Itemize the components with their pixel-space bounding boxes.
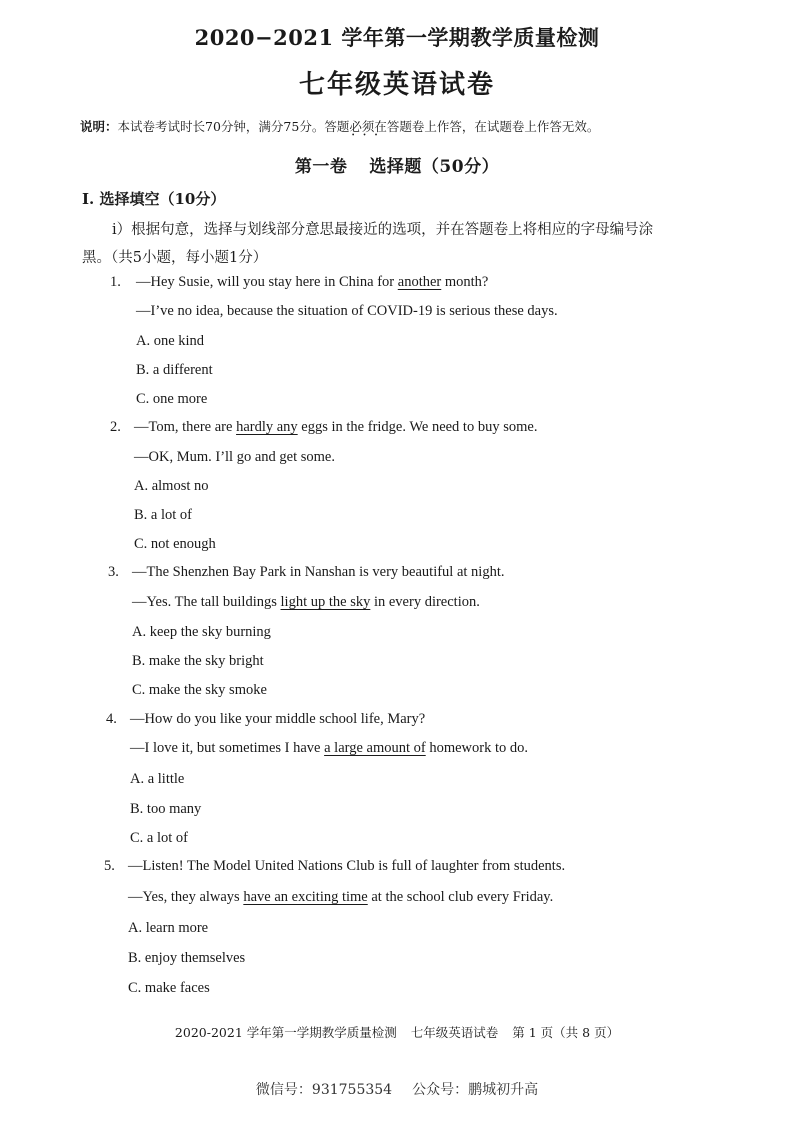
- option-a: A. a little: [130, 771, 185, 787]
- question-prompt: —The Shenzhen Bay Park in Nanshan is very beautiful at night.: [132, 564, 505, 580]
- instructions: [82, 216, 732, 272]
- question-number: 5.: [104, 858, 115, 874]
- instructions-line-1: ⅰ）根据句意，选择与划线部分意思最接近的选项，并在答题卷上将相应的字母编号涂: [112, 222, 654, 238]
- footer-exam: 2020-2021 学年第一学期教学质量检测: [174, 1025, 397, 1040]
- exam-subtitle: 七年级英语试卷: [298, 70, 495, 100]
- question-reply: —I’ve no idea, because the situation of COVID-19 is serious these days.: [136, 303, 558, 319]
- reply-text: at the school club every Friday.: [367, 889, 554, 905]
- footer-page-number: 第 1 页（共 8 页）: [512, 1025, 620, 1040]
- instructions-line-2: 黑。（共5小题，每小题1分）: [82, 250, 268, 266]
- part-name: 第一卷: [294, 157, 348, 177]
- part-heading: [0, 152, 794, 177]
- prompt-text: eggs in the fridge. We need to buy some.: [297, 419, 538, 435]
- exam-title: 2020−2021 学年第一学期教学质量检测: [194, 25, 600, 50]
- watermark-wechat: 微信号：931755354: [255, 1082, 393, 1098]
- page-footer: [0, 1023, 794, 1041]
- question-number: 4.: [106, 711, 117, 727]
- prompt-text: —Hey Susie, will you stay here in China for: [136, 274, 398, 290]
- question-number: 3.: [108, 564, 119, 580]
- underlined-phrase: light up the sky: [280, 594, 371, 610]
- option-b: B. make the sky bright: [132, 653, 264, 669]
- option-a: A. keep the sky burning: [132, 624, 271, 640]
- note-label: 说明：: [80, 119, 118, 134]
- part-title: 选择题（50分）: [369, 157, 500, 177]
- option-b: B. a different: [136, 362, 213, 378]
- prompt-text: —Tom, there are: [134, 419, 237, 435]
- prompt-text: month?: [441, 274, 489, 290]
- option-a: A. learn more: [128, 920, 209, 936]
- section-heading: Ⅰ. 选择填空（10分）: [82, 190, 226, 208]
- option-b: B. a lot of: [134, 507, 192, 523]
- option-c: C. a lot of: [130, 830, 188, 846]
- reply-text: in every direction.: [370, 594, 480, 610]
- footer-paper: 七年级英语试卷: [410, 1025, 499, 1040]
- option-c: C. make faces: [128, 980, 210, 996]
- underlined-phrase: have an exciting time: [243, 889, 368, 905]
- exam-note: [80, 117, 740, 135]
- question-reply: [128, 889, 553, 906]
- question-prompt: —How do you like your middle school life, Mary?: [130, 711, 426, 727]
- option-a: A. almost no: [134, 478, 209, 494]
- option-c: C. one more: [136, 391, 208, 407]
- reply-text: —I love it, but sometimes I have: [130, 740, 325, 756]
- option-b: B. too many: [130, 801, 202, 817]
- question-reply: [132, 594, 480, 611]
- note-text-before: 本试卷考试时长70分钟，满分75分。答题: [117, 119, 350, 134]
- reply-text: —Yes. The tall buildings: [132, 594, 281, 610]
- reply-text: homework to do.: [425, 740, 529, 756]
- question-number: 1.: [110, 274, 121, 290]
- option-c: C. not enough: [134, 536, 216, 552]
- underlined-phrase: a large amount of: [324, 740, 426, 756]
- option-a: A. one kind: [136, 333, 205, 349]
- question-reply: —OK, Mum. I’ll go and get some.: [134, 449, 335, 465]
- question-prompt: [134, 419, 537, 436]
- question-prompt: —Listen! The Model United Nations Club is full of laughter from students.: [128, 858, 566, 874]
- underlined-phrase: hardly any: [236, 419, 298, 435]
- question-reply: [130, 740, 528, 757]
- note-emphasis: 必须在 • • •: [349, 119, 387, 134]
- question-prompt: [136, 274, 488, 291]
- watermark: [0, 1079, 794, 1099]
- option-b: B. enjoy themselves: [128, 950, 246, 966]
- watermark-account: 公众号：鹏城初升高: [412, 1082, 539, 1098]
- underlined-phrase: another: [397, 274, 442, 290]
- reply-text: —Yes, they always: [128, 889, 244, 905]
- option-c: C. make the sky smoke: [132, 682, 267, 698]
- question-number: 2.: [110, 419, 121, 435]
- note-text-after: 答题卷上作答，在试题卷上作答无效。: [386, 119, 600, 134]
